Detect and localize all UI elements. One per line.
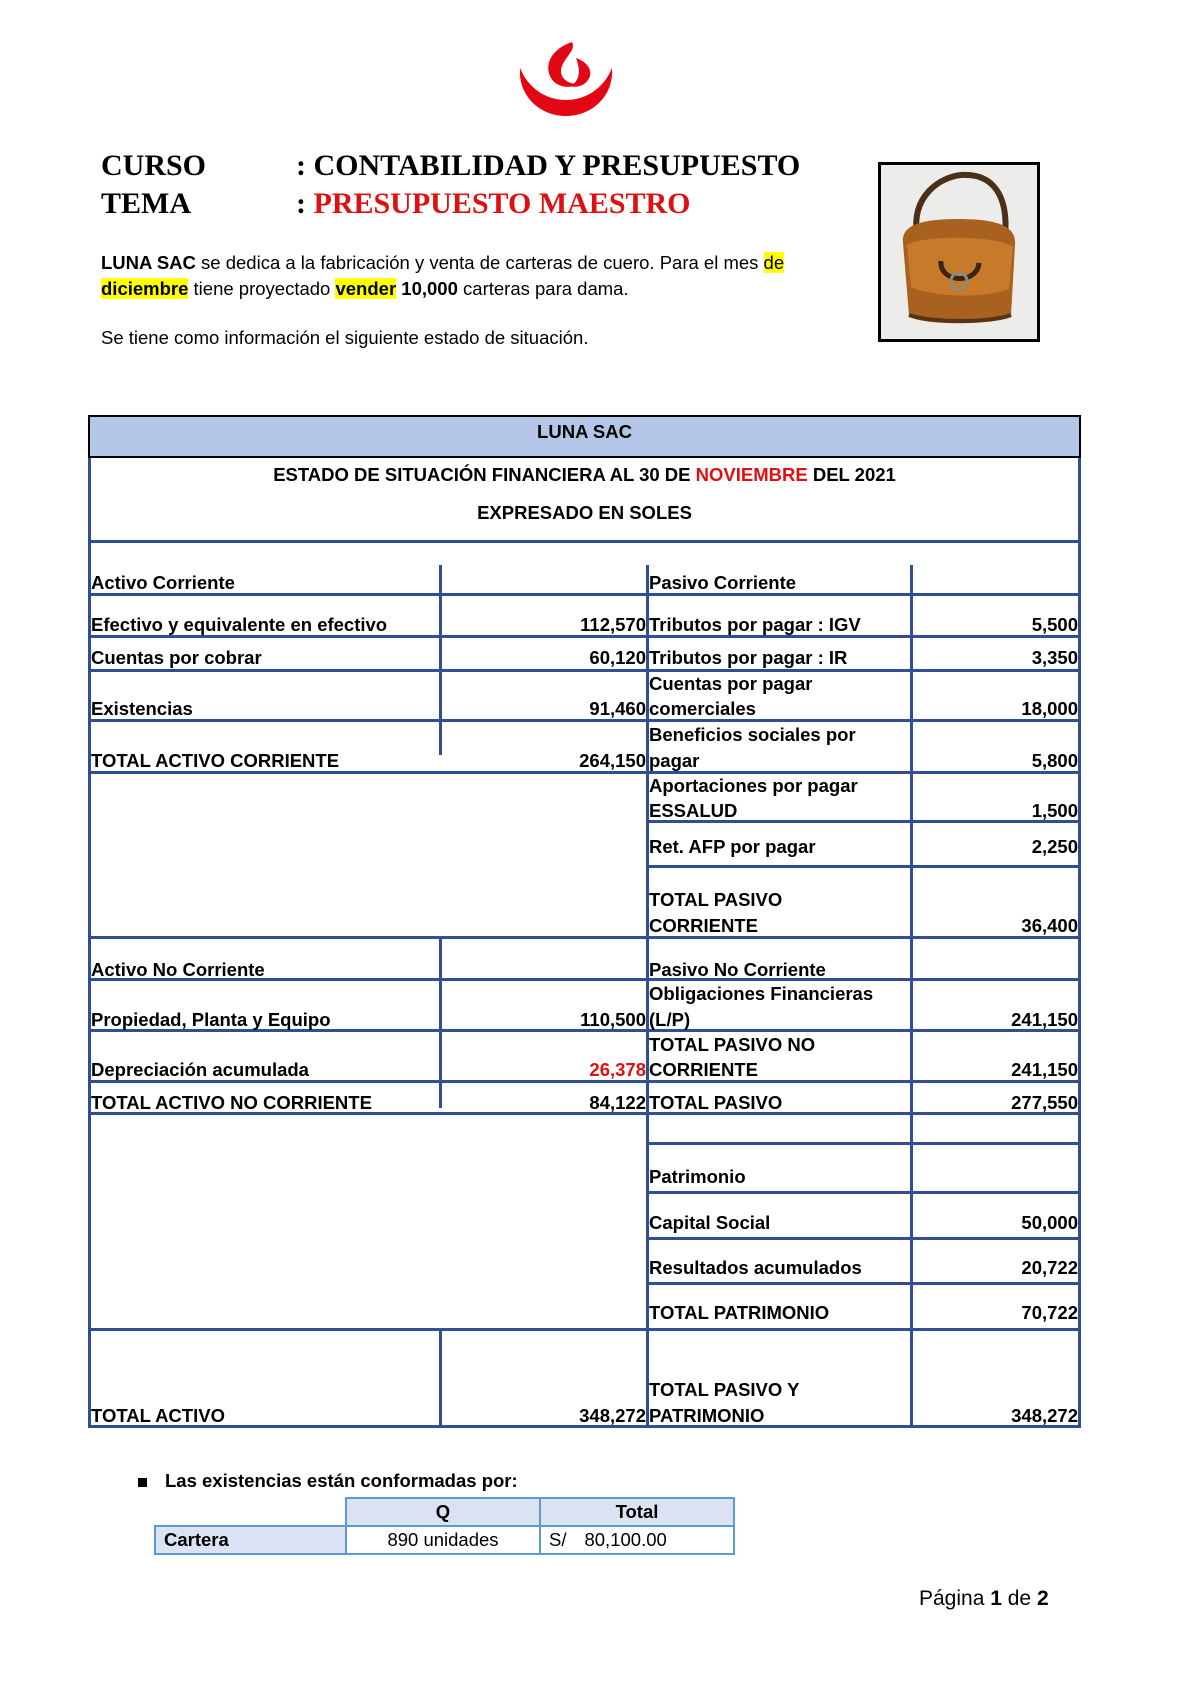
intro-paragraph — [101, 250, 861, 302]
inventory-currency: S/ — [549, 1529, 567, 1550]
value-total-anc: 84,122 — [589, 1092, 646, 1113]
statement-title — [88, 462, 1081, 488]
value-cxp: 18,000 — [1021, 698, 1078, 719]
title-post: DEL 2021 — [807, 464, 896, 485]
title-month: NOVIEMBRE — [695, 464, 808, 485]
rule-title-bottom — [88, 540, 1081, 543]
label-tpc-2: CORRIENTE — [649, 915, 758, 936]
label-capital: Capital Social — [649, 1212, 771, 1233]
rule-r17 — [646, 1328, 1081, 1331]
intro-text-2: tiene proyectado — [188, 278, 336, 299]
label-tpp-2: PATRIMONIO — [649, 1405, 765, 1426]
label-efectivo: Efectivo y equivalente en efectivo — [91, 614, 388, 635]
label-total-pasivo: TOTAL PASIVO — [649, 1092, 783, 1113]
label-essalud-1: Aportaciones por pagar — [649, 775, 858, 796]
label-existencias: Existencias — [91, 698, 193, 719]
value-tpnc: 241,150 — [1011, 1059, 1078, 1080]
value-efectivo: 112,570 — [580, 614, 646, 635]
value-afp: 2,250 — [1031, 836, 1078, 857]
value-total-ac: 264,150 — [579, 750, 646, 771]
label-depreciacion: Depreciación acumulada — [91, 1059, 309, 1080]
label-tpc-1: TOTAL PASIVO — [649, 889, 783, 910]
value-ppe: 110,500 — [580, 1009, 646, 1030]
label-cxc: Cuentas por cobrar — [91, 647, 262, 668]
label-resultados: Resultados acumulados — [649, 1257, 862, 1278]
inventory-table — [154, 1497, 735, 1555]
rule-r14 — [646, 1191, 1081, 1194]
label-total-anc: TOTAL ACTIVO NO CORRIENTE — [91, 1092, 372, 1113]
footer-pagina: Página — [919, 1587, 991, 1610]
label-bs-2: pagar — [649, 750, 700, 771]
topic-label: TEMA — [101, 187, 191, 220]
label-total-activo: TOTAL ACTIVO — [91, 1405, 225, 1426]
value-ir: 3,350 — [1031, 647, 1078, 668]
topic-value: PRESUPUESTO MAESTRO — [313, 187, 691, 220]
value-total-activo: 348,272 — [579, 1405, 646, 1426]
label-patrimonio: Patrimonio — [649, 1166, 746, 1187]
frame-left — [88, 458, 91, 1428]
inventory-bullet-text: Las existencias están conformadas por: — [165, 1470, 518, 1491]
value-cxc: 60,120 — [589, 647, 646, 668]
label-tpnc-1: TOTAL PASIVO NO — [649, 1034, 816, 1055]
label-activo-corriente: Activo Corriente — [91, 572, 235, 593]
label-activo-nc: Activo No Corriente — [91, 959, 265, 980]
rule-r16 — [646, 1282, 1081, 1285]
handbag-image — [881, 165, 1037, 339]
course-value: : CONTABILIDAD Y PRESUPUESTO — [296, 149, 801, 182]
inventory-header-row — [155, 1498, 734, 1526]
university-logo — [514, 40, 618, 120]
label-bs-1: Beneficios sociales por — [649, 724, 856, 745]
label-pasivo-corriente: Pasivo Corriente — [649, 572, 797, 593]
label-total-ac: TOTAL ACTIVO CORRIENTE — [91, 750, 340, 771]
label-tpp-1: TOTAL PASIVO Y — [649, 1379, 800, 1400]
value-depreciacion: 26,378 — [589, 1059, 646, 1080]
label-pasivo-nc: Pasivo No Corriente — [649, 959, 826, 980]
rule-l11 — [88, 1328, 648, 1331]
value-essalud: 1,500 — [1031, 800, 1078, 821]
rule-l6 — [88, 936, 648, 939]
inventory-total-cell — [540, 1526, 734, 1554]
rule-r13 — [646, 1142, 1081, 1145]
course-line — [101, 148, 800, 184]
statement-company: LUNA SAC — [537, 421, 632, 442]
label-ppe: Propiedad, Planta y Equipo — [91, 1009, 331, 1030]
label-of-1: Obligaciones Financieras — [649, 983, 874, 1004]
value-total-patrimonio: 70,722 — [1021, 1302, 1078, 1323]
value-capital: 50,000 — [1021, 1212, 1078, 1233]
label-cxp-1: Cuentas por pagar — [649, 673, 813, 694]
label-essalud-2: ESSALUD — [649, 800, 738, 821]
label-ir: Tributos por pagar : IR — [649, 647, 848, 668]
value-resultados: 20,722 — [1021, 1257, 1078, 1278]
course-label: CURSO — [101, 149, 207, 182]
highlight-vender: vender — [335, 278, 397, 299]
value-tpc: 36,400 — [1021, 915, 1078, 936]
value-of: 241,150 — [1011, 1009, 1078, 1030]
topic-colon: : — [296, 187, 314, 220]
value-existencias: 91,460 — [589, 698, 646, 719]
title-pre: ESTADO DE SITUACIÓN FINANCIERA AL 30 DE — [273, 464, 696, 485]
inventory-total: 80,100.00 — [584, 1529, 667, 1550]
footer-de: de — [1001, 1587, 1037, 1610]
bullet-square-icon — [138, 1478, 147, 1487]
inventory-q: 890 unidades — [346, 1526, 540, 1554]
label-of-2: (L/P) — [649, 1009, 691, 1030]
intro-text-1: se dedica a la fabricación y venta de carteras de cuero. Para el mes — [195, 252, 764, 273]
label-tpnc-2: CORRIENTE — [649, 1059, 758, 1080]
label-cxp-2: comerciales — [649, 698, 756, 719]
rule-r15 — [646, 1237, 1081, 1240]
intro-line-2: Se tiene como información el siguiente estado de situación. — [101, 327, 589, 348]
col-sep-right — [910, 565, 913, 1428]
company-name: LUNA SAC — [101, 252, 196, 273]
handbag-photo — [878, 162, 1040, 342]
inventory-item: Cartera — [155, 1526, 346, 1554]
statement-subtitle: EXPRESADO EN SOLES — [477, 502, 692, 523]
label-afp: Ret. AFP por pagar — [649, 836, 816, 857]
topic-line — [101, 186, 691, 222]
highlight-de: de — [763, 252, 785, 273]
inventory-col-q: Q — [346, 1498, 540, 1526]
sales-quantity: 10,000 — [401, 278, 458, 299]
footer-page: 1 — [990, 1587, 1002, 1610]
inventory-bullet — [138, 1470, 518, 1492]
value-bs: 5,800 — [1031, 750, 1078, 771]
inventory-header-empty — [155, 1498, 346, 1526]
highlight-diciembre: diciembre — [101, 278, 189, 299]
footer-total: 2 — [1036, 1587, 1049, 1610]
label-total-patrimonio: TOTAL PATRIMONIO — [649, 1302, 830, 1323]
table-row — [155, 1526, 734, 1554]
page-number — [919, 1587, 1049, 1611]
value-tpp: 348,272 — [1011, 1405, 1078, 1426]
intro-text-3: carteras para dama. — [457, 278, 629, 299]
value-total-pasivo: 277,550 — [1011, 1092, 1078, 1113]
rule-r7 — [646, 865, 1081, 868]
label-igv: Tributos por pagar : IGV — [649, 614, 861, 635]
inventory-col-total: Total — [540, 1498, 734, 1526]
value-igv: 5,500 — [1031, 614, 1078, 635]
